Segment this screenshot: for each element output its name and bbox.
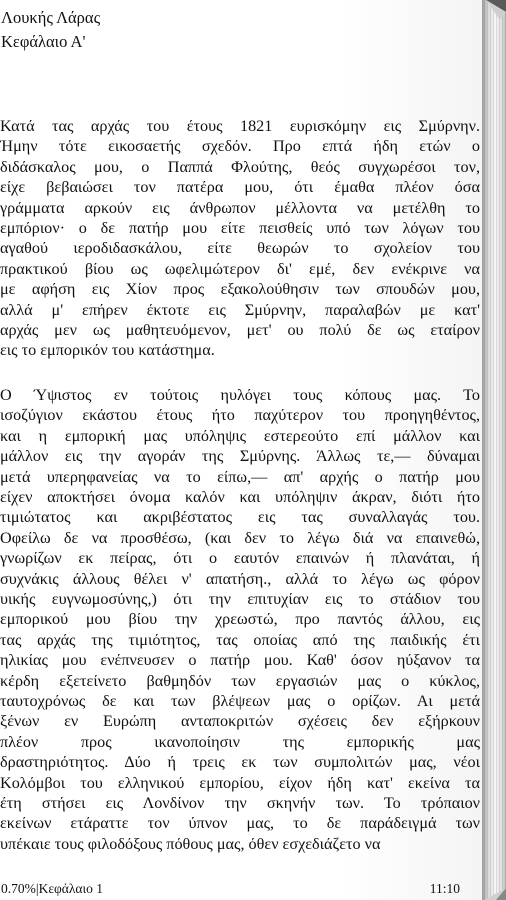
- text-line: Ήμην τότε εικοσαετής σχεδόν. Προ επτά ήδη ετών ο: [0, 137, 480, 156]
- text-line: διδάσκαλος μου, ο Παππά Φλούτης, θεός συγχωρέσοι τον,: [0, 157, 480, 176]
- text-line: έτη στήσει εις Λονδίνον την σκηνήν των. Το τρόπαιον: [0, 794, 480, 812]
- book-author: Λουκής Λάρας: [1, 8, 101, 27]
- text-line: με αφήση εις Χίον προς εξακολούθησιν των σπουδών μου,: [0, 280, 480, 299]
- text-line: είχε βεβαιώσει τον πατέρα μου, ότι έμαθα πλέον όσα: [0, 178, 480, 197]
- text-line: Κολόμβοι του ελληνικού εμπορίου, είχον ήδη κατ' εκείνα τα: [0, 773, 480, 792]
- chapter-title: Κεφάλαιο Α': [1, 32, 86, 51]
- page-curl-top-icon: [486, 0, 506, 20]
- progress-percent: 0.70%: [1, 881, 36, 896]
- text-line: Ο Ύψιστος εν τούτοις ηυλόγει τους κόπους μας. Το: [0, 385, 480, 404]
- text-line: εις το εμπορικόν του κατάστημα.: [0, 341, 215, 360]
- text-line: γνωρίζων εκ πείρας, ότι ο εαυτόν επαινών ή πλανάται, ή: [0, 549, 480, 568]
- reading-progress: [1, 880, 103, 898]
- text-line: γράμματα αρκούν εις άνθρωπον μέλλοντα να μετέλθη το: [0, 198, 480, 217]
- page-curl-bottom-icon: [484, 878, 506, 900]
- footer-chapter-label: Κεφάλαιο 1: [38, 881, 103, 896]
- text-line: είχεν αποκτήσει όνομα καλόν και υπόληψιν άκραν, διότι ήτο: [0, 487, 480, 506]
- text-line: αλλά μ' επήρεν έκτοτε εις Σμύρνην, παραλαβών με κατ': [0, 300, 480, 319]
- text-line: δραστηριότητος. Δύο ή τρεις εκ των συμπολιτών μας, νέοι: [0, 753, 480, 772]
- text-line: ταυτοχρόνως δε και των βλέψεων μας ο ορίζων. Αι μετά: [0, 691, 480, 710]
- text-line: πρακτικού βίου ως ωφελιμώτερον δι' εμέ, δεν ενέκρινε να: [0, 259, 480, 278]
- text-line: και η εμπορική μας υπόληψις εστερεούτο επί μάλλον και: [0, 426, 480, 445]
- text-line: εμπόριον· ο δε πατήρ μου είτε πεισθείς υπό των λόγων του: [0, 219, 480, 238]
- text-line: αγαθού ιεροδιδασκάλου, είτε θεωρών το σχολείον του: [0, 239, 480, 258]
- text-line: τας αρχάς της τιμιότητος, τας οποίας από της παιδικής έτι: [0, 630, 480, 649]
- text-line: εμπορικού μου βίου την χρεωστώ, προ παντός άλλου, εις: [0, 610, 480, 629]
- text-paragraph: [0, 385, 480, 854]
- text-line: υπέκαιε τους φιλοδόξους πόθους μας, όθεν εσχεδιάζετο να: [0, 834, 381, 853]
- text-line: ηλικίας μου ενέπνευσεν ο πατήρ μου. Καθ' όσον ηύξανον τα: [0, 651, 480, 670]
- text-line: μάλλον εις την αγοράν της Σμύρνης. Άλλως τε,— δύναμαι: [0, 447, 480, 466]
- text-line: πλέον προς ικανοποίησιν της εμπορικής μας: [0, 732, 480, 751]
- text-line: κέρδη εξετείνετο βαθμηδόν των εργασιών μας ο κύκλος,: [0, 671, 480, 690]
- status-footer: [0, 880, 460, 898]
- text-line: Κατά τας αρχάς του έτους 1821 ευρισκόμην εις Σμύρνην.: [0, 117, 480, 135]
- text-line: τιμιώτατος και ακριβέστατος εις τας συναλλαγάς του.: [0, 508, 480, 527]
- text-line: αρχάς μεν ως μαθητευόμενον, μετ' ου πολύ δε ως εταίρον: [0, 321, 480, 340]
- clock-time: 11:10: [429, 881, 460, 896]
- progress-separator: |: [35, 881, 39, 896]
- book-text[interactable]: [0, 116, 480, 854]
- text-paragraph: [0, 116, 480, 361]
- text-line: συχνάκις άλλους θέλει ν' απατήση., αλλά το λέγω ως φόρον: [0, 569, 480, 588]
- book-header: [1, 6, 479, 54]
- text-line: ξένων εν Ευρώπη ανταποκριτών σχέσεις δεν εξήρκουν: [0, 712, 480, 731]
- text-line: ισοζύγιον εκάστου έτους ήτο παχύτερον του προηγηθέντος,: [0, 406, 480, 425]
- text-line: εκείνων ετάραττε τον ύπνον μας, το δε παράδειγμά των: [0, 814, 480, 833]
- page-stack-lines: [484, 0, 506, 900]
- text-line: Οφείλω δε να προσθέσω, (και δεν το λέγω διά να επαινεθώ,: [0, 528, 480, 547]
- text-line: μετά υπερηφανείας να το είπω,— απ' αρχής ο πατήρ μου: [0, 467, 480, 486]
- text-line: υικής ευγνωμοσύνης,) ότι την επιτυχίαν εις το στάδιον του: [0, 589, 480, 608]
